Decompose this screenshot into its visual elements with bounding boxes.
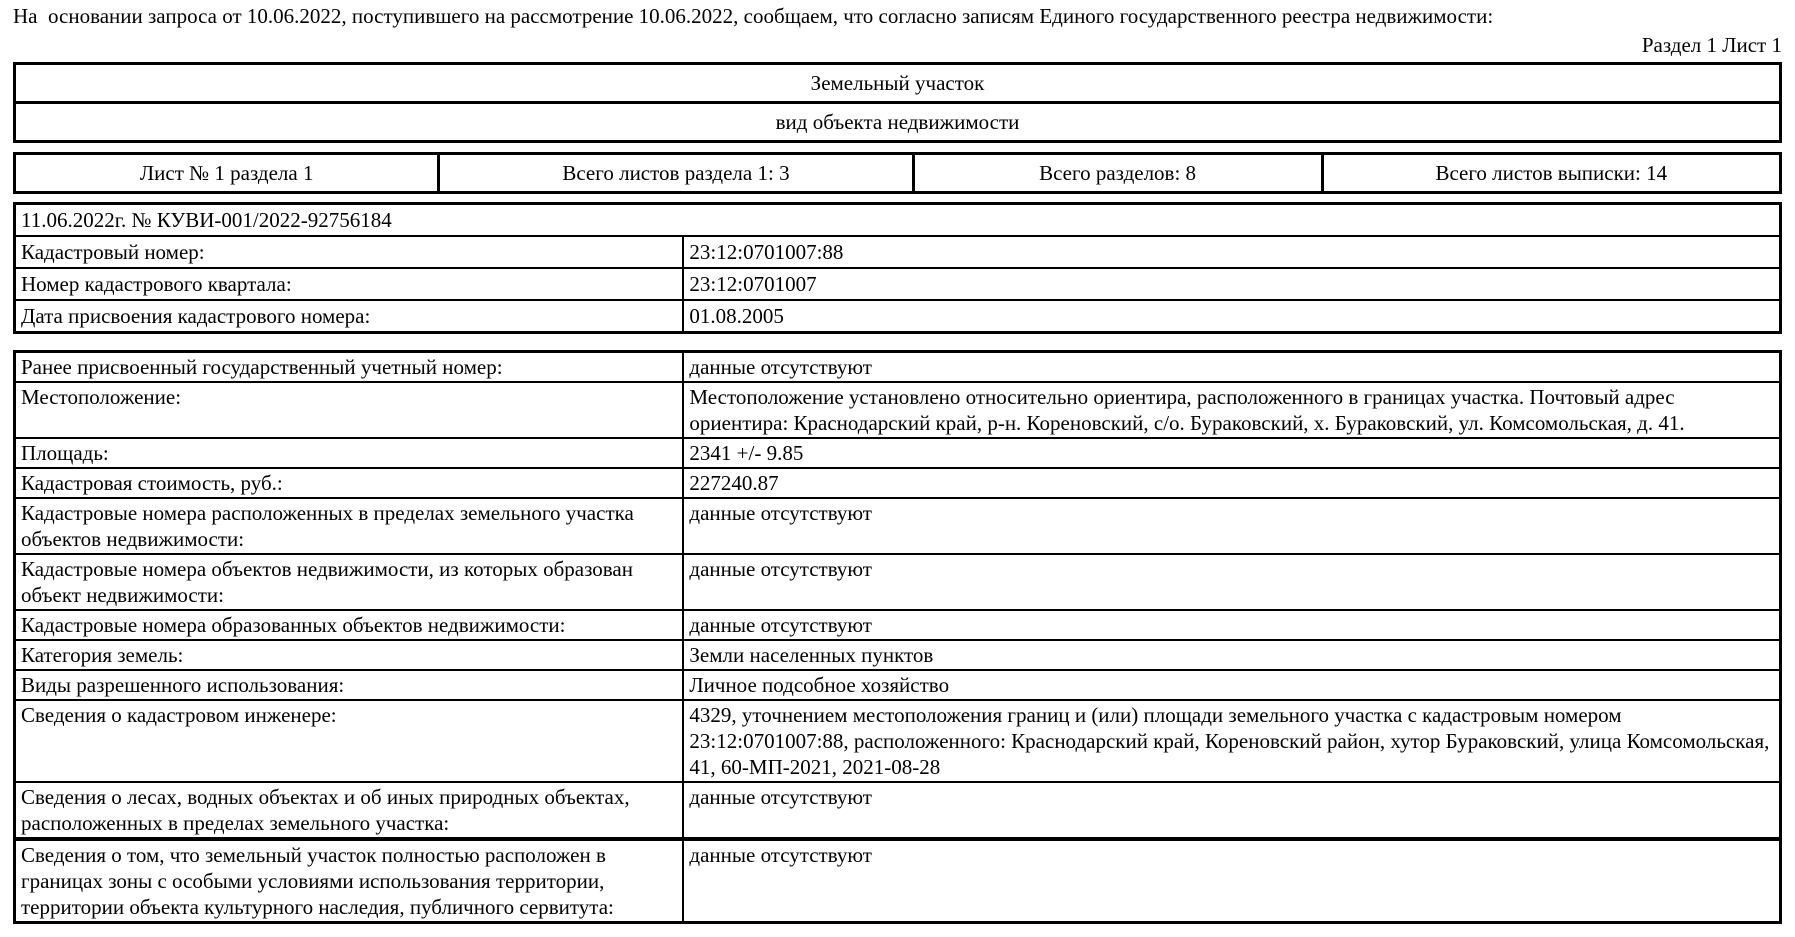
table-row — [16, 353, 1779, 381]
field-label: Кадастровые номера расположенных в пределах земельного участка объектов недвижимости: — [21, 501, 634, 551]
table-row — [16, 669, 1779, 699]
field-value: Личное подсобное хозяйство — [682, 671, 1779, 699]
doc-date-number: 11.06.2022г. № КУВИ-001/2022-92756184 — [21, 208, 392, 232]
field-value: 2341 +/- 9.85 — [682, 439, 1779, 467]
object-type-title: Земельный участок — [810, 71, 985, 95]
field-label: Площадь: — [21, 441, 109, 465]
object-type-caption: вид объекта недвижимости — [16, 101, 1779, 140]
sections-count-cell: Всего разделов: 8 — [912, 155, 1321, 191]
parcel-details-table — [13, 350, 1782, 924]
table-row — [16, 381, 1779, 437]
table-row — [16, 267, 1779, 299]
field-label: Сведения о том, что земельный участок полностью расположен в границах зоны с особыми условиями использования территории, территории объекта культурного наследия, публичного сервитута: — [21, 843, 614, 919]
field-label: Номер кадастрового квартала: — [21, 272, 292, 296]
field-value: Земли населенных пунктов — [682, 641, 1779, 669]
field-value: 227240.87 — [682, 469, 1779, 497]
table-row — [16, 781, 1779, 837]
table-row — [16, 553, 1779, 609]
field-value: данные отсутствуют — [682, 555, 1779, 609]
table-row — [16, 467, 1779, 497]
field-label: Кадастровая стоимость, руб.: — [21, 471, 283, 495]
field-value: Местоположение установлено относительно ориентира, расположенного в границах участка. Почтовый адрес ориентира: Краснодарский край, р-н. Кореновский, с/о. Бураковский, х. Бураковский, ул. Комсомольская, д. 41. — [682, 383, 1779, 437]
object-type-table — [13, 62, 1782, 143]
section-sheets-count-cell: Всего листов раздела 1: 3 — [437, 155, 911, 191]
intro-paragraph: На основании запроса от 10.06.2022, поступившего на рассмотрение 10.06.2022, сообщаем, что согласно записям Единого государственного реестра недвижимости: — [13, 4, 1494, 28]
table-row — [16, 837, 1779, 921]
field-label: Местоположение: — [21, 385, 182, 409]
table-row — [16, 699, 1779, 781]
extract-sheets-count-cell: Всего листов выписки: 14 — [1321, 155, 1779, 191]
table-row — [16, 235, 1779, 267]
field-value: 4329, уточнением местоположения границ и (или) площади земельного участка с кадастровым номером 23:12:0701007:88, расположенного: Краснодарский край, Кореновский район, хутор Бураковский, улица Комсомольская, 41, 60-МП-2021, 2021-08-28 — [682, 701, 1779, 781]
table-row — [16, 299, 1779, 331]
table-row — [16, 609, 1779, 639]
field-label: Дата присвоения кадастрового номера: — [21, 304, 371, 328]
field-value: данные отсутствуют — [682, 841, 1779, 921]
sheet-info-table — [13, 152, 1782, 194]
field-value: данные отсутствуют — [682, 499, 1779, 553]
field-label: Кадастровый номер: — [21, 240, 205, 264]
field-value: данные отсутствуют — [682, 611, 1779, 639]
table-row — [16, 437, 1779, 467]
field-label: Кадастровые номера образованных объектов недвижимости: — [21, 613, 566, 637]
field-value: 23:12:0701007 — [682, 269, 1779, 299]
field-value: данные отсутствуют — [682, 783, 1779, 837]
field-value: 23:12:0701007:88 — [682, 237, 1779, 267]
field-value: 01.08.2005 — [682, 301, 1779, 331]
field-value: данные отсутствуют — [682, 353, 1779, 381]
table-row — [16, 639, 1779, 669]
sheet-number-cell: Лист № 1 раздела 1 — [139, 161, 314, 185]
field-label: Ранее присвоенный государственный учетный номер: — [21, 355, 503, 379]
section-sheet-label: Раздел 1 Лист 1 — [1641, 33, 1782, 57]
table-row — [16, 497, 1779, 553]
cadastral-registry-table — [13, 202, 1782, 334]
field-label: Категория земель: — [21, 643, 184, 667]
field-label: Сведения о кадастровом инженере: — [21, 703, 337, 727]
field-label: Сведения о лесах, водных объектах и об иных природных объектах, расположенных в пределах земельного участка: — [21, 785, 630, 835]
field-label: Виды разрешенного использования: — [21, 673, 345, 697]
field-label: Кадастровые номера объектов недвижимости, из которых образован объект недвижимости: — [21, 557, 633, 607]
